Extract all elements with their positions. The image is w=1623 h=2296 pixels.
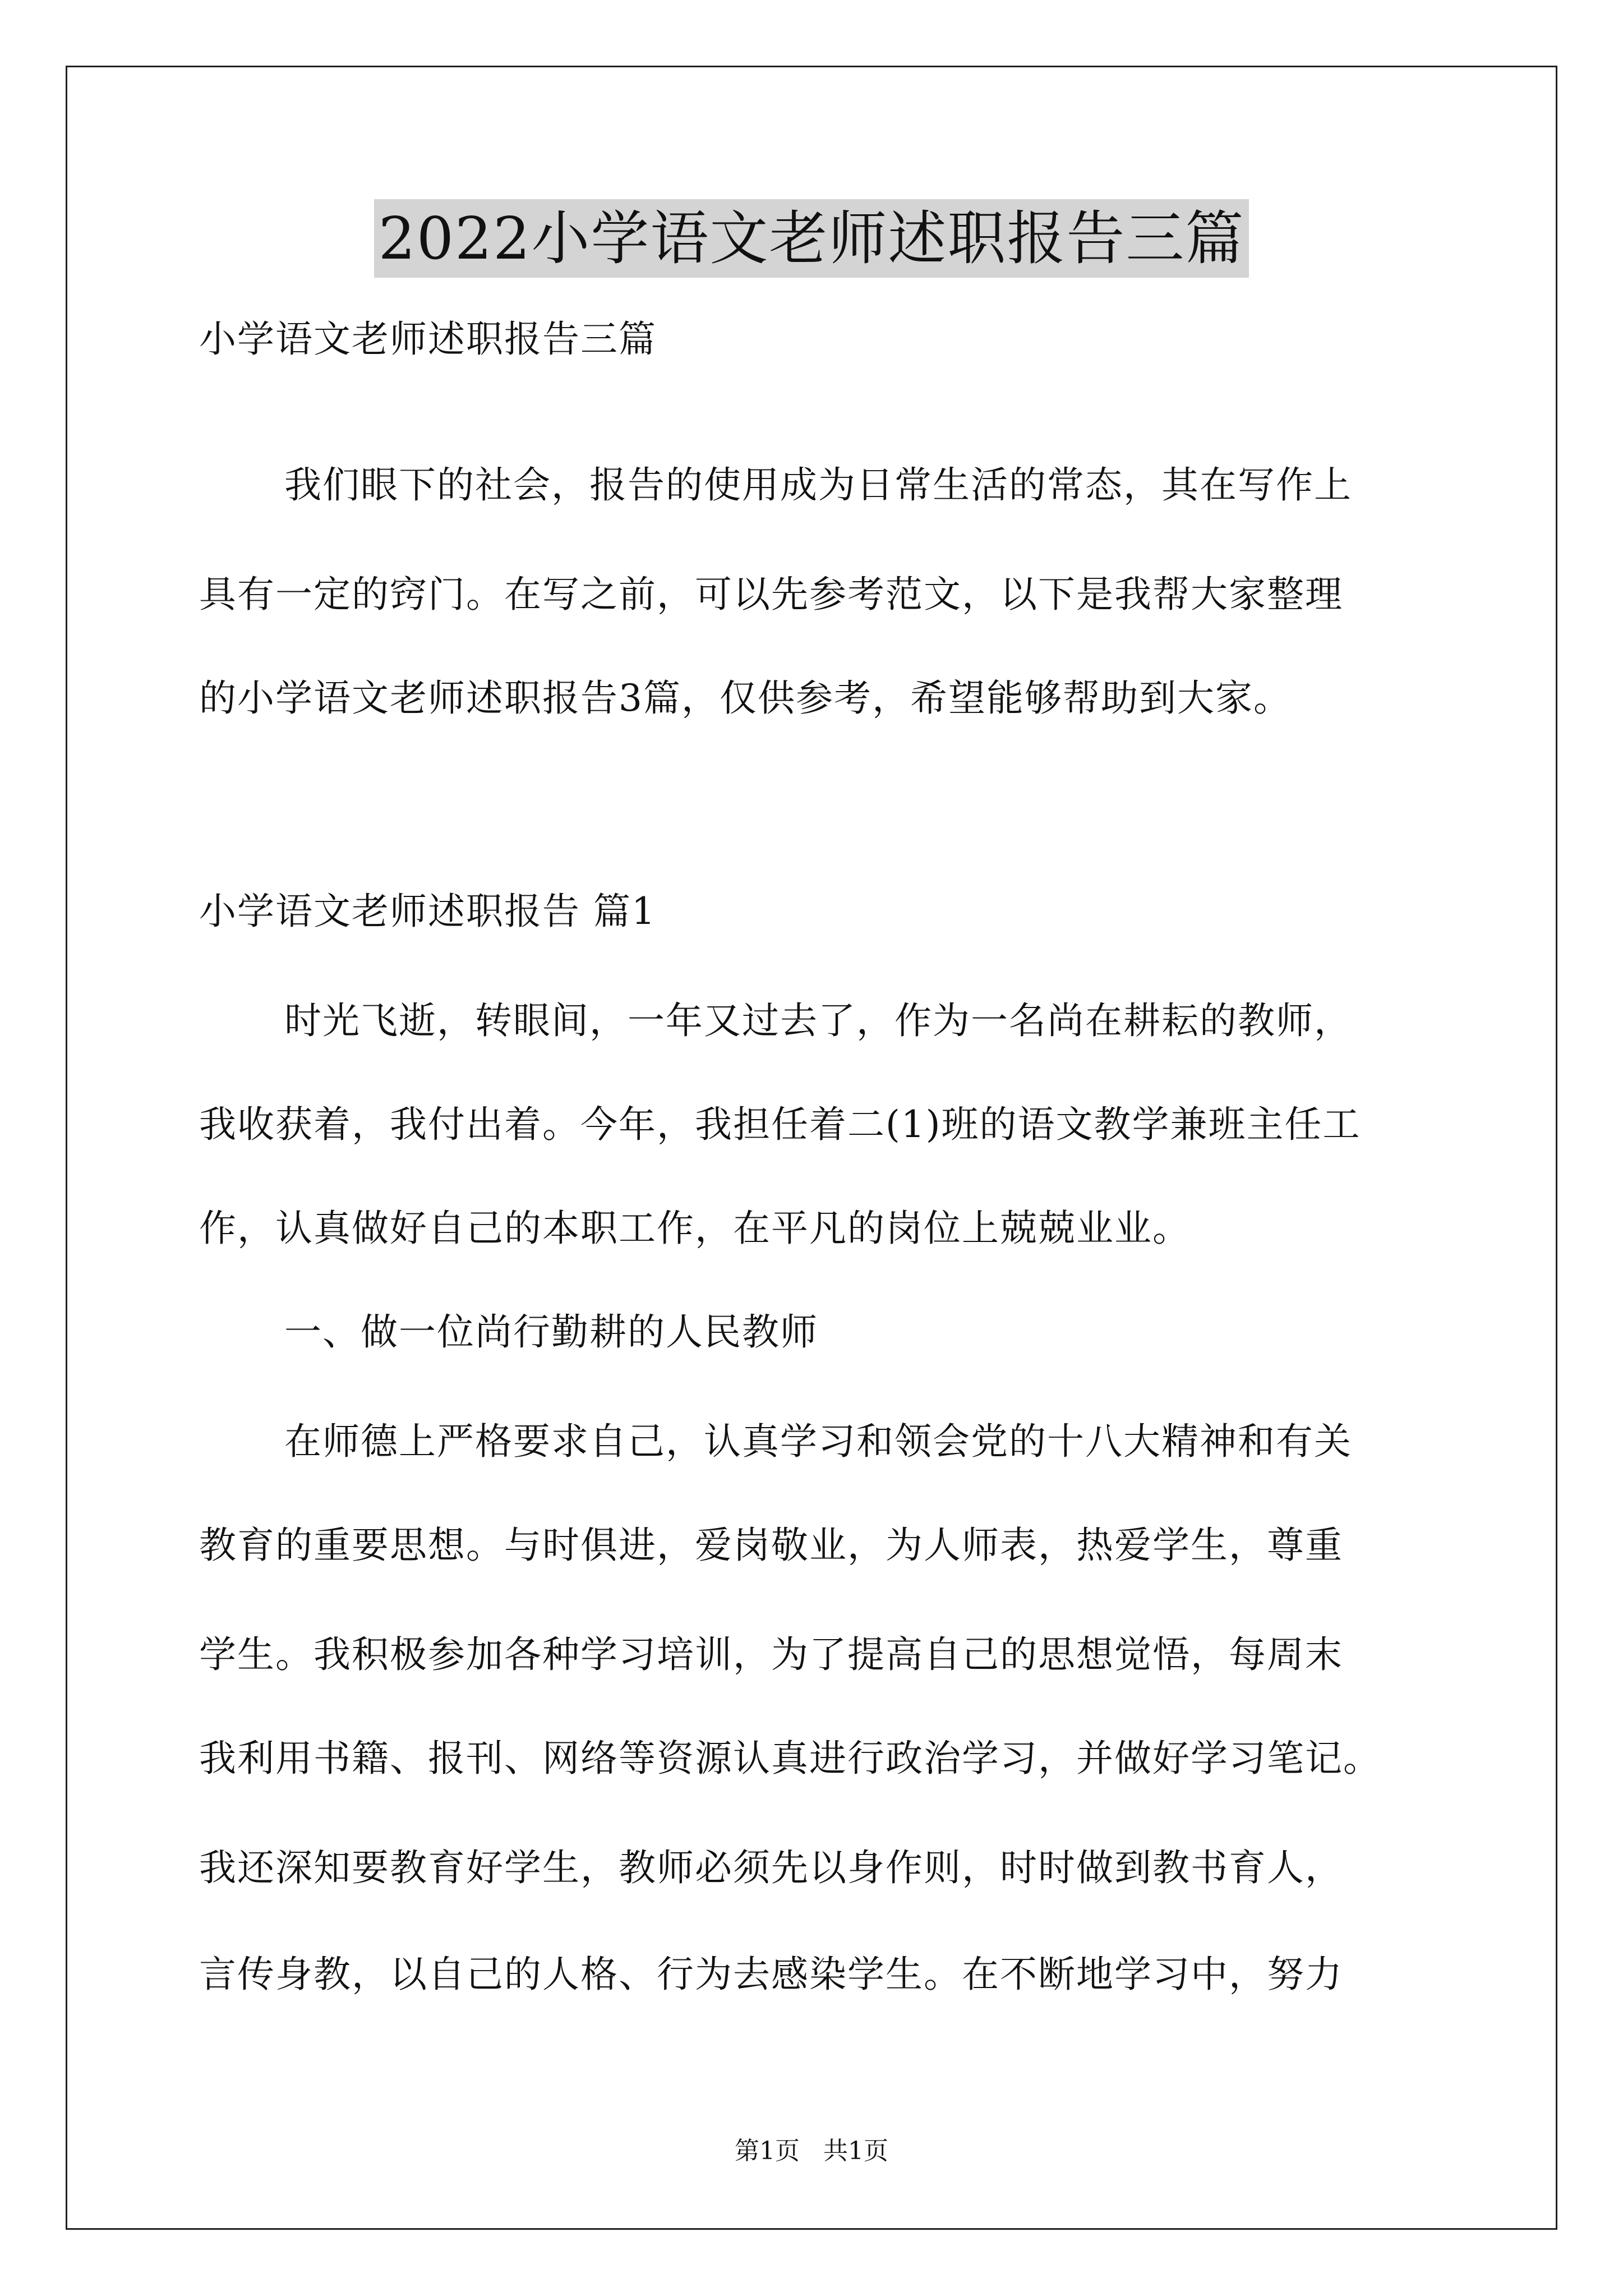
subheading: 一、做一位尚行勤耕的人民教师 <box>284 1310 818 1354</box>
paragraph-line: 学生。我积极参加各种学习培训，为了提高自己的思想觉悟，每周末 <box>199 1633 1343 1676</box>
title-container <box>0 199 1623 278</box>
section-heading: 小学语文老师述职报告 篇1 <box>199 890 656 933</box>
paragraph-line: 时光飞逝，转眼间，一年又过去了，作为一名尚在耕耘的教师， <box>284 999 1352 1042</box>
paragraph-line: 教育的重要思想。与时俱进，爱岗敬业，为人师表，热爱学生，尊重 <box>199 1524 1343 1567</box>
intro-line: 具有一定的窍门。在写之前，可以先参考范文，以下是我帮大家整理 <box>199 573 1343 616</box>
paragraph-line: 在师德上严格要求自己，认真学习和领会党的十八大精神和有关 <box>284 1420 1352 1463</box>
paragraph-line: 言传身教，以自己的人格、行为去感染学生。在不断地学习中，努力 <box>199 1953 1343 1996</box>
intro-line: 的小学语文老师述职报告3篇，仅供参考，希望能够帮助到大家。 <box>199 677 1292 720</box>
document-subtitle: 小学语文老师述职报告三篇 <box>199 318 657 361</box>
paragraph-line: 我利用书籍、报刊、网络等资源认真进行政治学习，并做好学习笔记。 <box>199 1737 1381 1780</box>
paragraph-line: 作，认真做好自己的本职工作，在平凡的岗位上兢兢业业。 <box>199 1207 1191 1250</box>
paragraph-line: 我还深知要教育好学生，教师必须先以身作则，时时做到教书育人， <box>199 1846 1343 1889</box>
paragraph-line: 我收获着，我付出着。今年，我担任着二(1)班的语文教学兼班主任工 <box>199 1103 1361 1146</box>
page-footer: 第1页 共1页 <box>735 2137 888 2165</box>
intro-line: 我们眼下的社会，报告的使用成为日常生活的常态，其在写作上 <box>284 463 1352 507</box>
document-title: 2022小学语文老师述职报告三篇 <box>374 199 1249 278</box>
